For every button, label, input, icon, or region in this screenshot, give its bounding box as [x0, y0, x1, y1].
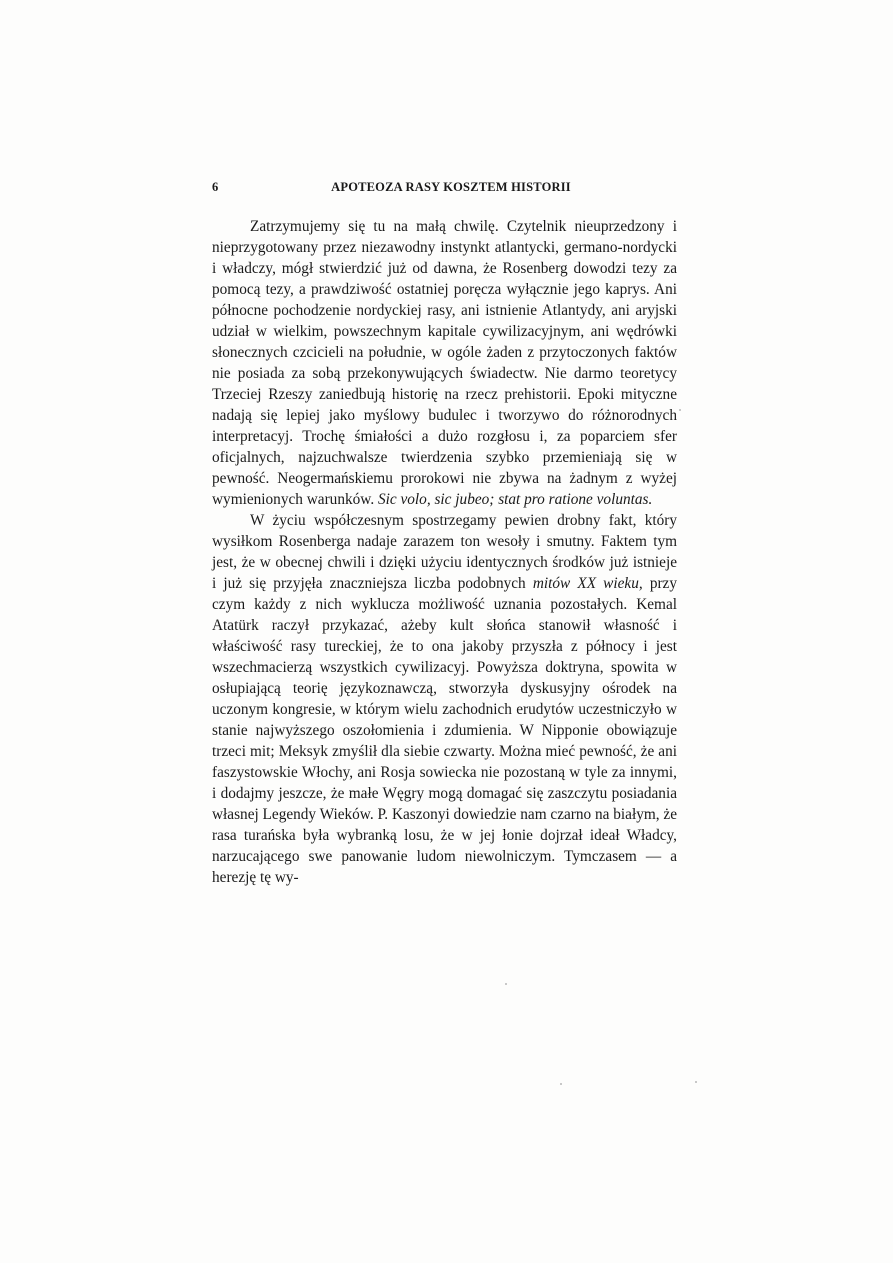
- scan-speck: [679, 409, 681, 411]
- paragraph-text: przy czym każdy z nich wyklucza możliwość uznania pozostałych. Kemal Atatürk raczył przykazać, ażeby kult słońca stanowił własność i właściwość rasy tureckiej, że to ona jakoby przyszła z północy i jest wszechmacierzą wszystkich cywilizacyj. Powyższa doktryna, spowita w osłupiającą teorię językoznawczą, stworzyła dyskusyjny ośrodek na uczonym kongresie, w którym wielu zachodnich erudytów uczestniczyło w stanie najwyższego oszołomienia i zdumienia. W Nipponie obowiązuje trzeci mit; Meksyk zmyślił dla siebie czwarty. Można mieć pewność, że ani faszystowskie Włochy, ani Rosja sowiecka nie pozostaną w tyle za innymi, i dodajmy jeszcze, że małe Węgry mogą domagać się zaszczytu posiadania własnej Legendy Wieków. P. Kaszonyi dowiedzie nam czarno na białym, że rasa turańska była wybranką losu, że w jej łonie dojrzał ideał Władcy, narzucającego swe panowanie ludom niewolniczym. Tymczasem — a herezję tę wy-: [212, 575, 677, 886]
- scan-speck: [505, 983, 507, 985]
- running-title: APOTEOZA RASY KOSZTEM HISTORII: [331, 180, 571, 194]
- body-text: [212, 216, 677, 888]
- paragraph: [212, 510, 677, 888]
- latin-quote: Sic volo, sic jubeo; stat pro ratione voluntas.: [377, 491, 653, 508]
- paragraph-text: W życiu współczesnym spostrzegamy pewien drobny fakt, który wysiłkom Rosenberga nadaje zarazem ton wesoły i smutny. Faktem tym jest, że w obecnej chwili i dzięki użyciu identycznych środków już istnieje i już się przyjęła znaczniejsza liczba podobnych: [212, 512, 677, 592]
- page-number: 6: [212, 180, 219, 194]
- running-header: [212, 180, 676, 200]
- paragraph-text: Zatrzymujemy się tu na małą chwilę. Czytelnik nieuprzedzony i nieprzygotowany przez niezawodny instynkt atlantycki, germano-nordycki i władczy, mógł stwierdzić już od dawna, że Rosenberg dowodzi tezy za pomocą tezy, a prawdziwość ostatniej poręcza wyłącznie jego kaprys. Ani północne pochodzenie nordyckiej rasy, ani istnienie Atlantydy, ani aryjski udział w wielkim, powszechnym kapitale cywilizacyjnym, ani wędrówki słonecznych czcicieli na południe, w ogóle żaden z przytoczonych faktów nie posiada za sobą przekonywujących świadectw. Nie darmo teoretycy Trzeciej Rzeszy zaniedbują historię na rzecz prehistorii. Epoki mityczne nadają się lepiej jako myślowy budulec i tworzywo do różnorodnych interpretacyj. Trochę śmiałości a dużo rozgłosu i, za poparciem sfer oficjalnych, najzuchwalsze twierdzenia szybko przemieniają się w pewność. Neogermańskiemu prorokowi nie zbywa na żadnym z wyżej wymienionych warunków.: [212, 218, 677, 508]
- paragraph: [212, 216, 677, 510]
- italic-phrase: mitów XX wieku,: [532, 575, 643, 592]
- scan-speck: [560, 1083, 562, 1085]
- scan-speck: [695, 1081, 697, 1083]
